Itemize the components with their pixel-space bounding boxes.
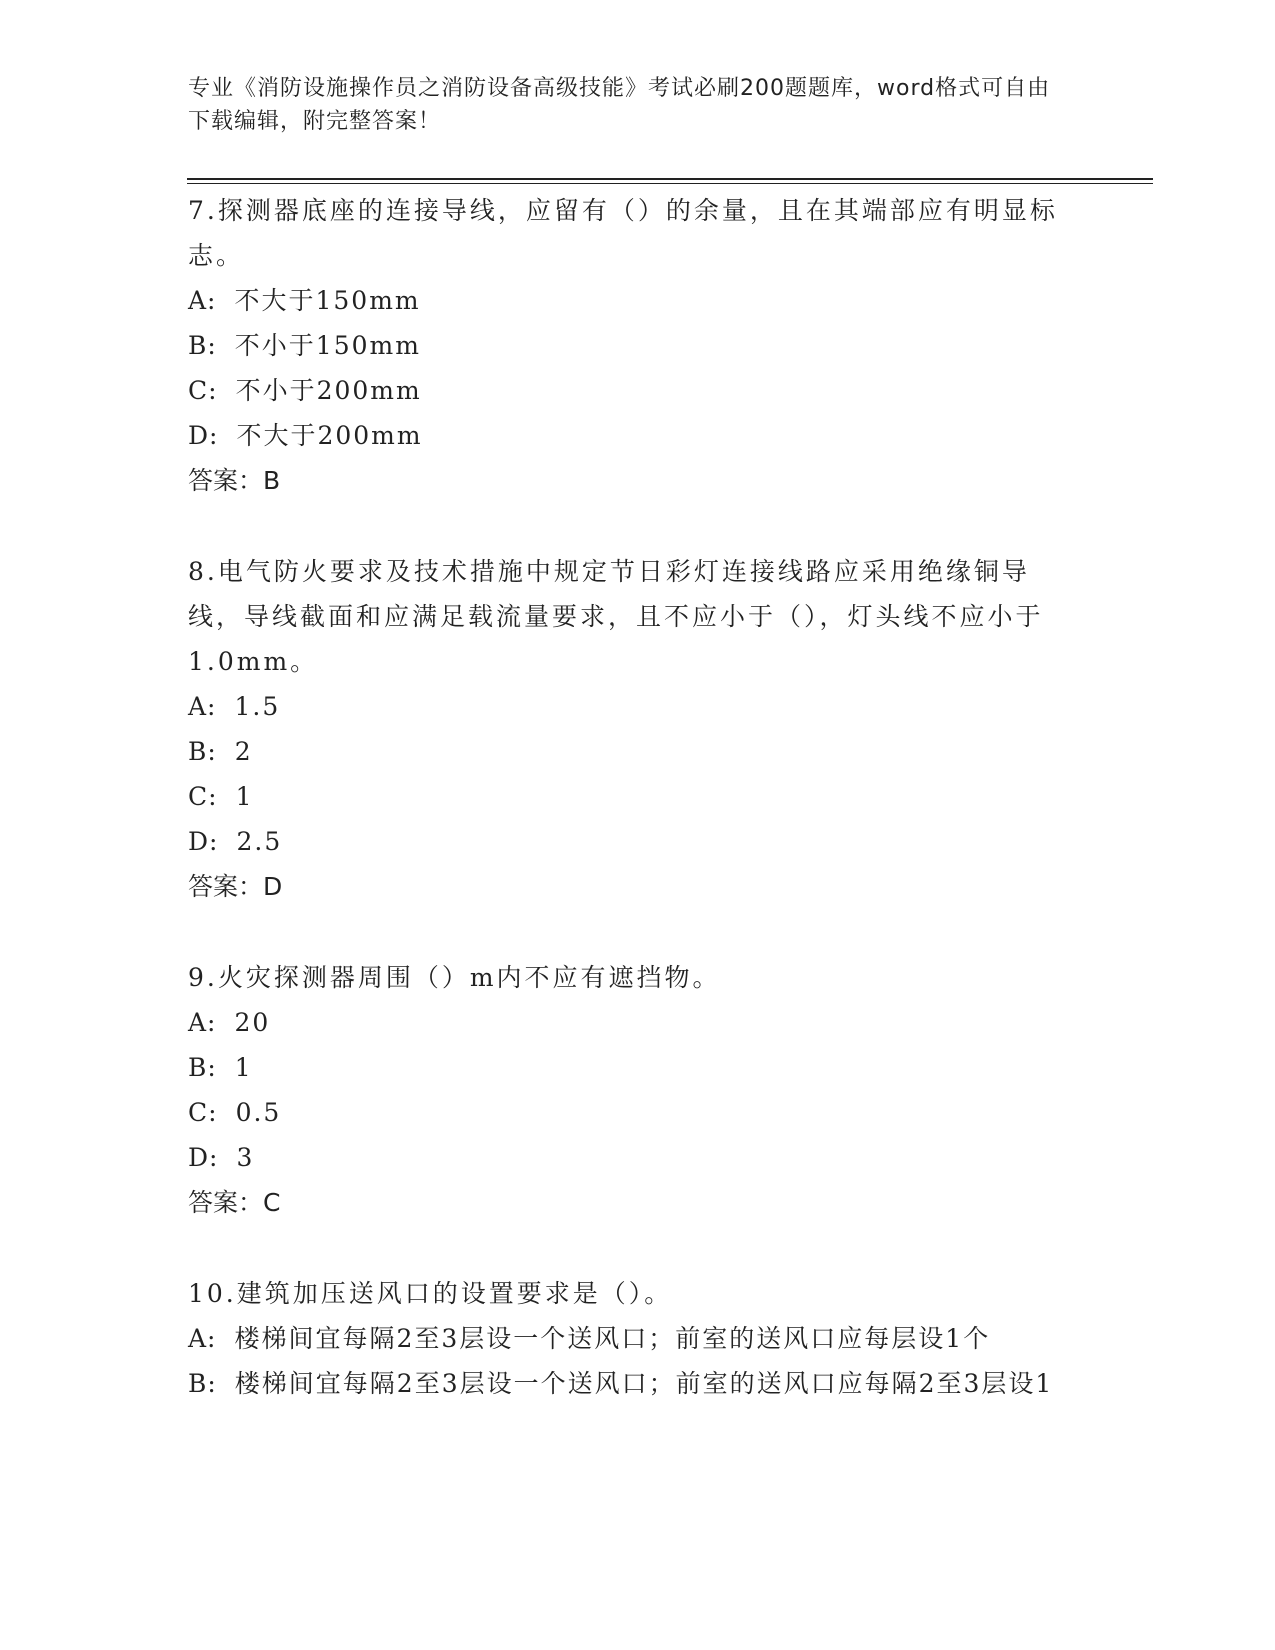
answer-value: D bbox=[263, 872, 283, 901]
option-letter: D: bbox=[188, 827, 219, 856]
question-8 bbox=[188, 549, 1078, 909]
answer-value: B bbox=[263, 466, 281, 495]
question-text: 7.探测器底座的连接导线，应留有（）的余量，且在其端部应有明显标志。 bbox=[188, 196, 1058, 270]
answer-label: 答案： bbox=[188, 466, 264, 495]
option-text: 0.5 bbox=[235, 1098, 282, 1127]
option-letter: A: bbox=[188, 1324, 217, 1353]
option-letter: B: bbox=[188, 331, 217, 360]
option-a bbox=[188, 1000, 1078, 1045]
answer-label: 答案： bbox=[188, 872, 264, 901]
answer-label: 答案： bbox=[188, 1188, 264, 1217]
option-letter: D: bbox=[188, 1143, 219, 1172]
option-text: 不小于200mm bbox=[235, 376, 422, 405]
answer-value: C bbox=[263, 1188, 281, 1217]
option-b bbox=[188, 1361, 1078, 1406]
option-text: 楼梯间宜每隔2至3层设一个送风口；前室的送风口应每隔2至3层设1 bbox=[234, 1369, 1054, 1398]
option-text: 3 bbox=[236, 1143, 255, 1172]
option-c bbox=[188, 1090, 1078, 1135]
option-b bbox=[188, 729, 1078, 774]
option-c bbox=[188, 774, 1078, 819]
option-text: 不小于150mm bbox=[234, 331, 421, 360]
answer-line bbox=[188, 458, 1078, 503]
question-text: 10.建筑加压送风口的设置要求是（）。 bbox=[188, 1279, 673, 1308]
answer-line bbox=[188, 864, 1078, 909]
option-b bbox=[188, 1045, 1078, 1090]
option-letter: B: bbox=[188, 737, 217, 766]
option-letter: D: bbox=[188, 421, 219, 450]
option-d bbox=[188, 819, 1078, 864]
document-header: 专业《消防设施操作员之消防设备高级技能》考试必刷200题题库，word格式可自由下载编辑，附完整答案！ bbox=[188, 76, 1051, 134]
header-divider-thick bbox=[187, 178, 1153, 180]
option-letter: A: bbox=[188, 1008, 217, 1037]
option-text: 1 bbox=[235, 782, 254, 811]
question-7 bbox=[188, 188, 1078, 503]
header-divider-thin bbox=[187, 183, 1153, 184]
option-text: 2 bbox=[234, 737, 253, 766]
option-c bbox=[188, 368, 1078, 413]
question-text: 9.火灾探测器周围（）m内不应有遮挡物。 bbox=[188, 963, 721, 992]
option-letter: C: bbox=[188, 1098, 218, 1127]
option-text: 2.5 bbox=[236, 827, 283, 856]
option-letter: B: bbox=[188, 1053, 217, 1082]
question-10 bbox=[188, 1271, 1078, 1406]
question-text: 8.电气防火要求及技术措施中规定节日彩灯连接线路应采用绝缘铜导线，导线截面和应满足载流量要求，且不应小于（），灯头线不应小于1.0mm。 bbox=[188, 557, 1044, 676]
option-a bbox=[188, 1316, 1078, 1361]
option-letter: B: bbox=[188, 1369, 217, 1398]
option-a bbox=[188, 684, 1078, 729]
option-text: 楼梯间宜每隔2至3层设一个送风口；前室的送风口应每层设1个 bbox=[234, 1324, 991, 1353]
option-d bbox=[188, 413, 1078, 458]
question-9 bbox=[188, 955, 1078, 1225]
option-text: 1.5 bbox=[234, 692, 281, 721]
option-text: 不大于150mm bbox=[234, 286, 421, 315]
option-letter: C: bbox=[188, 782, 218, 811]
option-b bbox=[188, 323, 1078, 368]
answer-line bbox=[188, 1180, 1078, 1225]
option-letter: A: bbox=[188, 692, 217, 721]
option-text: 20 bbox=[234, 1008, 271, 1037]
option-letter: C: bbox=[188, 376, 218, 405]
question-list bbox=[188, 188, 1078, 1452]
option-d bbox=[188, 1135, 1078, 1180]
option-letter: A: bbox=[188, 286, 217, 315]
option-a bbox=[188, 278, 1078, 323]
option-text: 1 bbox=[234, 1053, 253, 1082]
option-text: 不大于200mm bbox=[236, 421, 423, 450]
